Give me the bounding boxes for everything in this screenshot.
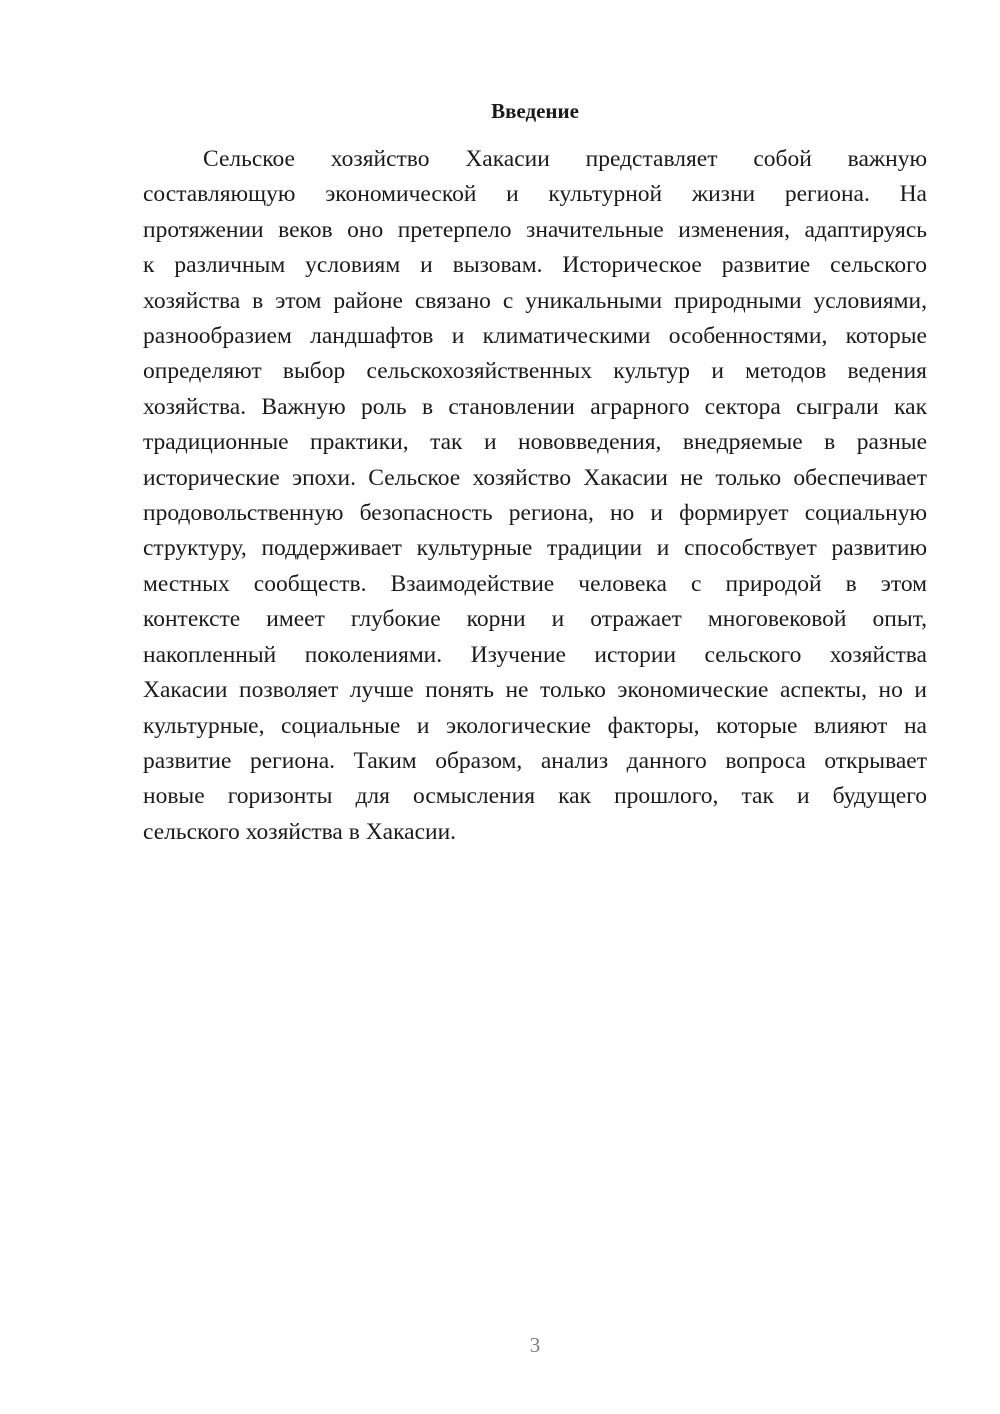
paragraph-line: составляющую экономической и культурной жизни региона. На <box>143 181 927 208</box>
paragraph-line: новые горизонты для осмысления как прошлого, так и будущего <box>143 783 927 810</box>
paragraph-line: хозяйства. Важную роль в становлении аграрного сектора сыграли как <box>143 393 927 420</box>
paragraph-line: определяют выбор сельскохозяйственных культур и методов ведения <box>143 358 927 385</box>
paragraph-line: структуру, поддерживает культурные традиции и способствует развитию <box>143 535 927 562</box>
paragraph-line: развитие региона. Таким образом, анализ данного вопроса открывает <box>143 747 927 774</box>
paragraph-line: контексте имеет глубокие корни и отражает многовековой опыт, <box>143 606 927 633</box>
paragraph-line: к различным условиям и вызовам. Историческое развитие сельского <box>143 252 927 279</box>
page-number: 3 <box>529 1333 541 1357</box>
paragraph-line: хозяйства в этом районе связано с уникальными природными условиями, <box>143 287 927 314</box>
paragraph-line: продовольственную безопасность региона, но и формирует социальную <box>143 500 927 527</box>
paragraph-line: сельского хозяйства в Хакасии. <box>143 818 457 845</box>
paragraph-line: Сельское хозяйство Хакасии представляет собой важную <box>203 146 927 172</box>
paragraph-line: разнообразием ландшафтов и климатическими особенностями, которые <box>143 323 927 350</box>
intro-paragraph <box>143 142 927 850</box>
paragraph-line: культурные, социальные и экологические факторы, которые влияют на <box>143 712 927 739</box>
paragraph-line: накопленный поколениями. Изучение истории сельского хозяйства <box>143 641 927 668</box>
paragraph-line: традиционные практики, так и нововведения, внедряемые в разные <box>143 429 927 456</box>
paragraph-line: протяжении веков оно претерпело значительные изменения, адаптируясь <box>143 216 927 243</box>
section-heading: Введение <box>491 99 579 123</box>
paragraph-line: Хакасии позволяет лучше понять не только экономические аспекты, но и <box>143 677 927 704</box>
paragraph-line: исторические эпохи. Сельское хозяйство Хакасии не только обеспечивает <box>143 464 927 491</box>
paragraph-line: местных сообществ. Взаимодействие человека с природой в этом <box>143 570 927 597</box>
